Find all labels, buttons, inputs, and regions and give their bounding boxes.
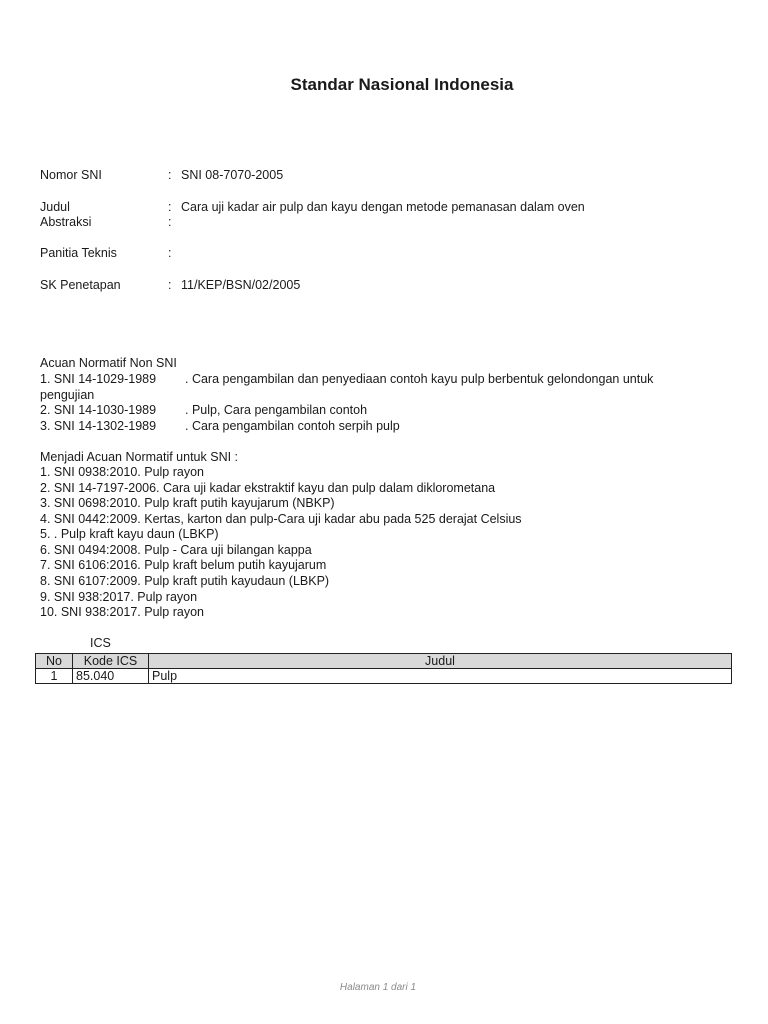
page-title: Standar Nasional Indonesia xyxy=(290,75,514,94)
section-heading: Menjadi Acuan Normatif untuk SNI : xyxy=(40,450,239,464)
column-header-judul: Judul xyxy=(149,654,732,669)
list-item: 3. SNI 0698:2010. Pulp kraft putih kayujarum (NBKP) xyxy=(40,496,335,510)
list-item: 6. SNI 0494:2008. Pulp - Cara uji bilangan kappa xyxy=(40,543,312,557)
field-label: Nomor SNI xyxy=(40,168,102,182)
list-item: 2. SNI 14-7197-2006. Cara uji kadar ekstraktif kayu dan pulp dalam diklorometana xyxy=(40,481,496,495)
field-separator: : xyxy=(168,215,172,229)
section-heading: Acuan Normatif Non SNI xyxy=(40,356,177,370)
cell-kode-ics: 85.040 xyxy=(73,669,149,684)
list-item: 5. . Pulp kraft kayu daun (LBKP) xyxy=(40,527,219,541)
reference-code: 1. SNI 14-1029-1989 xyxy=(40,372,157,386)
list-item: 7. SNI 6106:2016. Pulp kraft belum putih kayujarum xyxy=(40,558,327,572)
ics-label: ICS xyxy=(90,636,111,650)
field-value: Cara uji kadar air pulp dan kayu dengan metode pemanasan dalam oven xyxy=(181,200,585,214)
field-label: Abstraksi xyxy=(40,215,92,229)
table-header-row xyxy=(36,654,732,669)
field-label: SK Penetapan xyxy=(40,278,121,292)
field-value: 11/KEP/BSN/02/2005 xyxy=(181,278,301,292)
list-item: 1. SNI 0938:2010. Pulp rayon xyxy=(40,465,205,479)
field-separator: : xyxy=(168,246,172,260)
list-item: 10. SNI 938:2017. Pulp rayon xyxy=(40,605,205,619)
reference-code: 2. SNI 14-1030-1989 xyxy=(40,403,157,417)
reference-title: . Pulp, Cara pengambilan contoh xyxy=(185,403,368,417)
list-item: 4. SNI 0442:2009. Kertas, karton dan pulp-Cara uji kadar abu pada 525 derajat Celsius xyxy=(40,512,522,526)
ics-table xyxy=(35,653,732,684)
reference-title: . Cara pengambilan dan penyediaan contoh kayu pulp berbentuk gelondongan untuk xyxy=(185,372,654,386)
cell-no: 1 xyxy=(36,669,73,684)
field-separator: : xyxy=(168,200,172,214)
column-header-no: No xyxy=(36,654,73,669)
list-item: 9. SNI 938:2017. Pulp rayon xyxy=(40,590,198,604)
field-separator: : xyxy=(168,278,172,292)
table-row xyxy=(36,669,732,684)
reference-title-continuation: pengujian xyxy=(40,388,95,402)
cell-judul: Pulp xyxy=(149,669,732,684)
reference-title: . Cara pengambilan contoh serpih pulp xyxy=(185,419,400,433)
field-value: SNI 08-7070-2005 xyxy=(181,168,284,182)
page-footer: Halaman 1 dari 1 xyxy=(339,982,417,993)
field-label: Panitia Teknis xyxy=(40,246,117,260)
list-item: 8. SNI 6107:2009. Pulp kraft putih kayudaun (LBKP) xyxy=(40,574,330,588)
field-label: Judul xyxy=(40,200,70,214)
column-header-kode-ics: Kode ICS xyxy=(73,654,149,669)
field-separator: : xyxy=(168,168,172,182)
reference-code: 3. SNI 14-1302-1989 xyxy=(40,419,157,433)
